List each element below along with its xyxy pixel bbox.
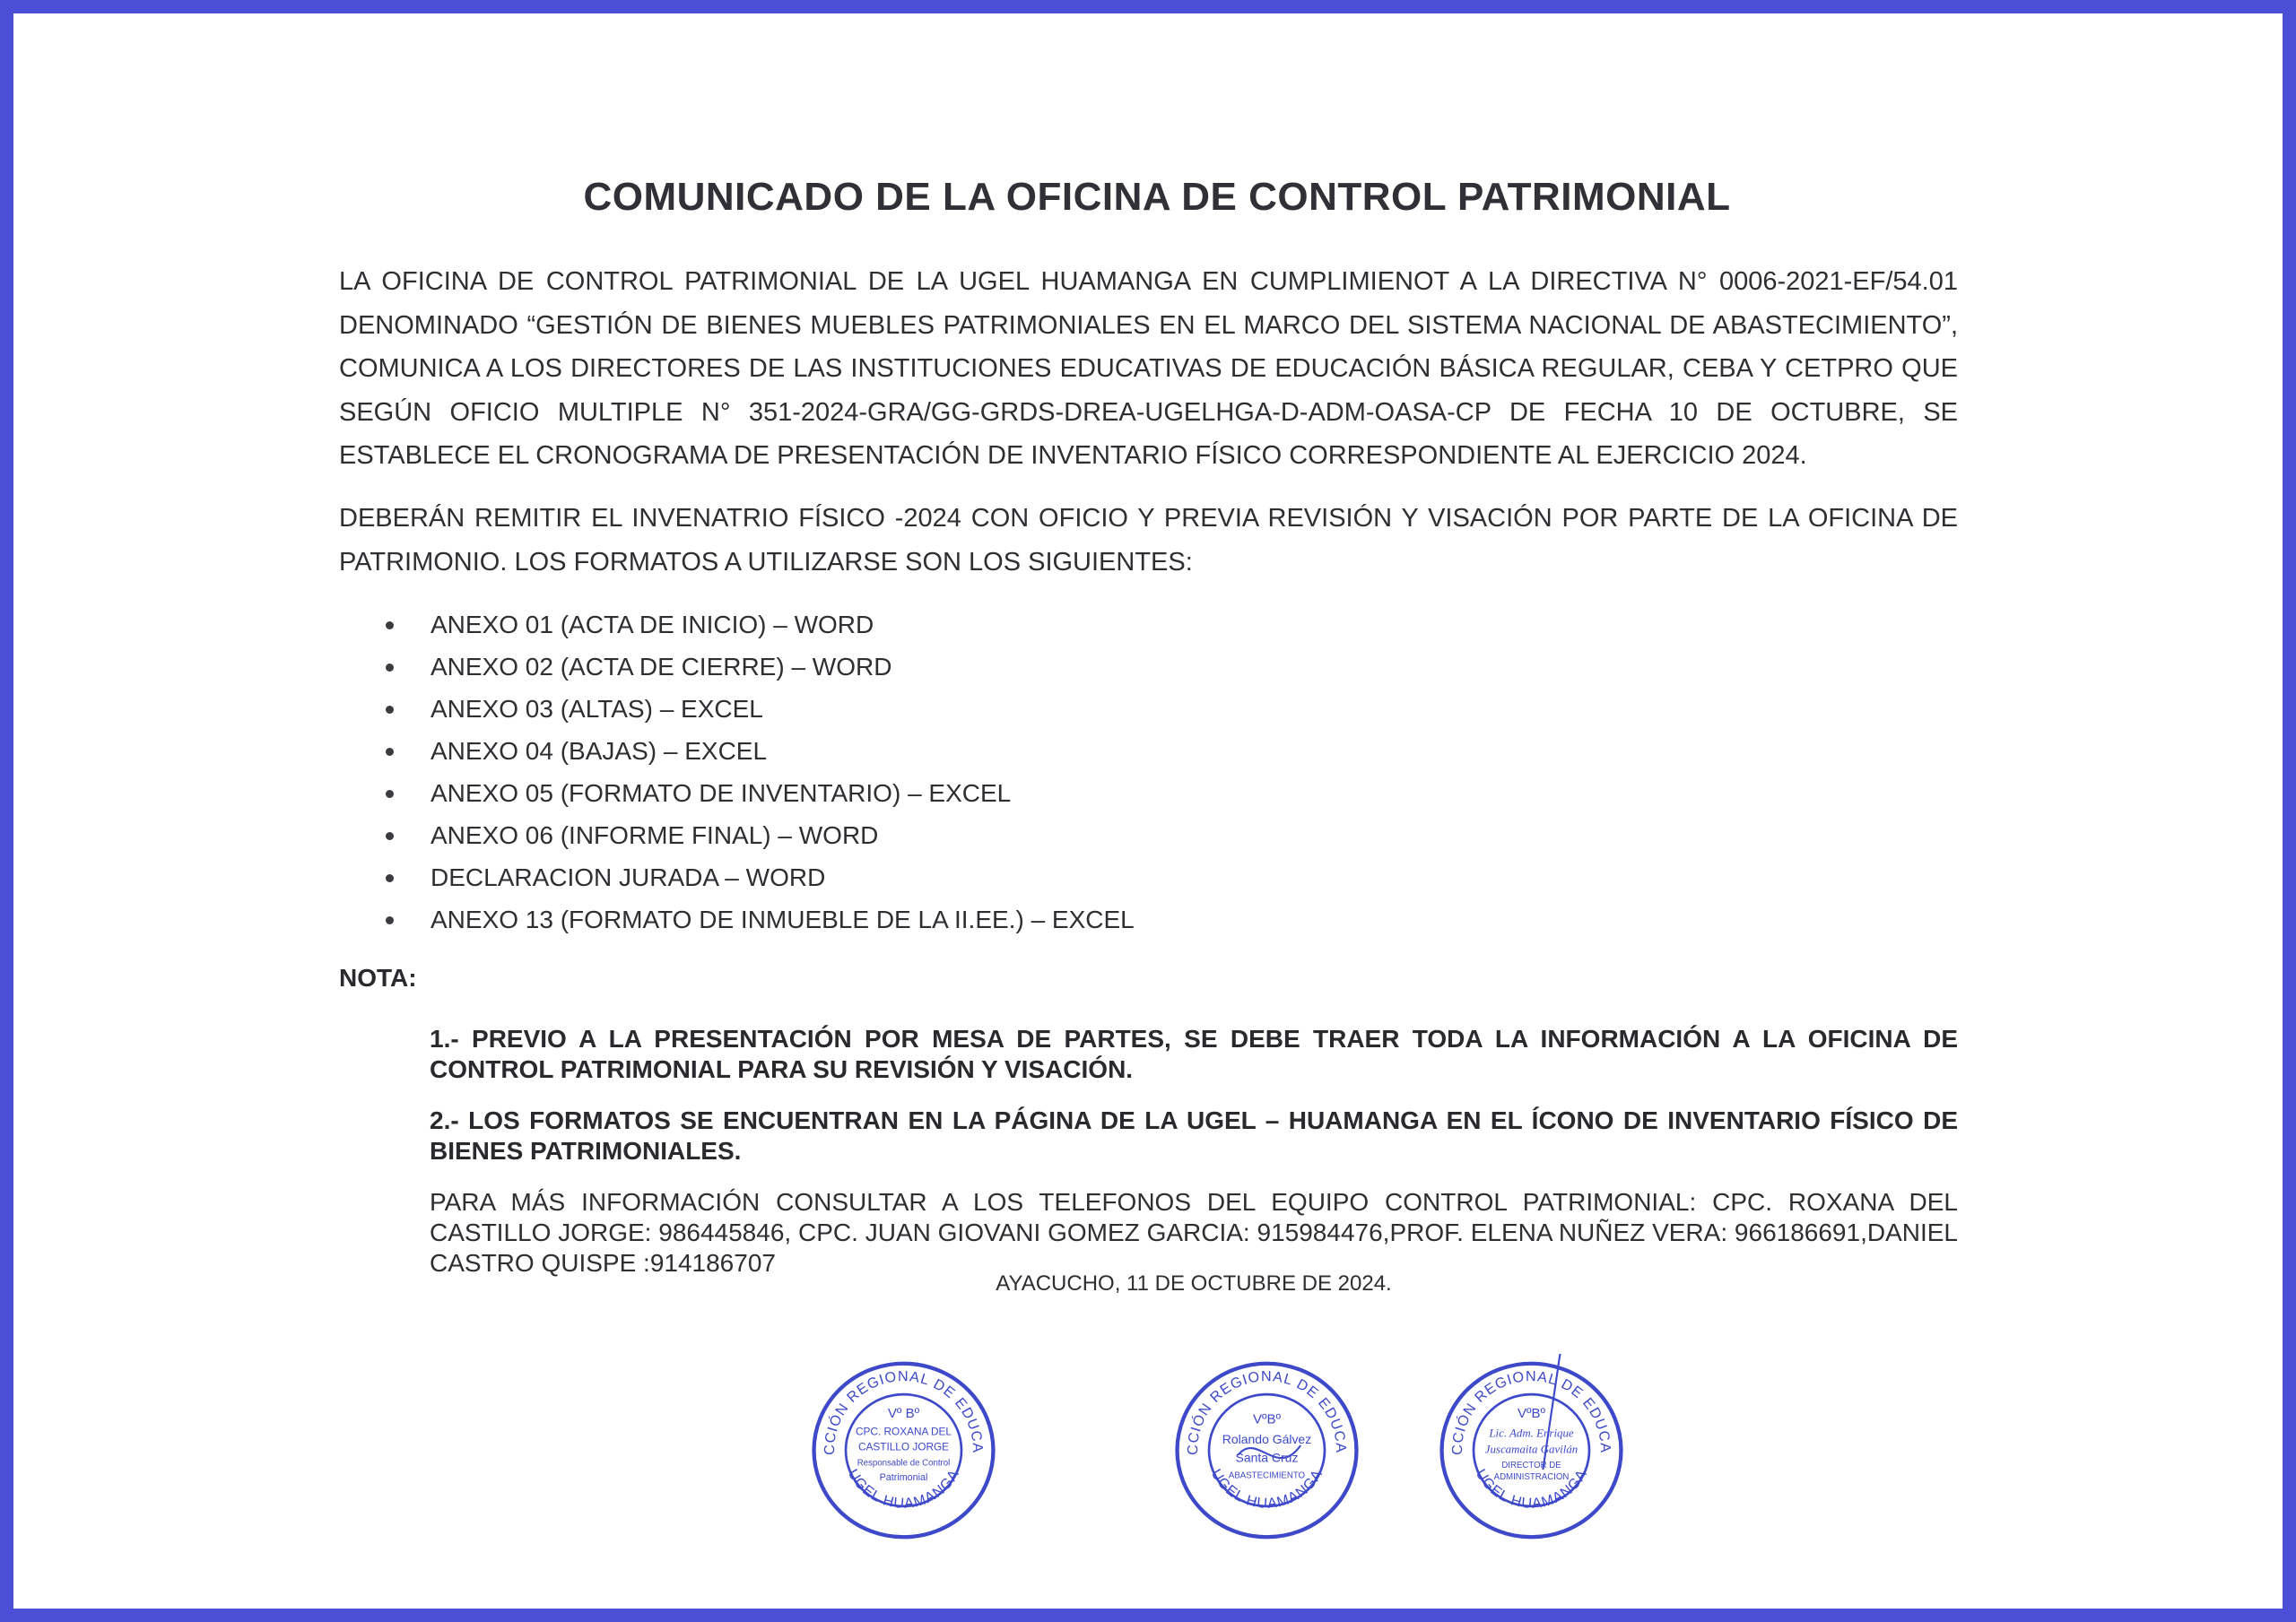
stamp-ring-bottom: UGEL HUAMANGA xyxy=(844,1466,963,1512)
stamp-ring-bottom: UGEL HUAMANGA xyxy=(1472,1466,1591,1512)
seal-icon xyxy=(807,1354,1000,1547)
annex-label: ANEXO 01 (ACTA DE INICIO) – WORD xyxy=(430,611,874,638)
bullet-icon xyxy=(386,748,394,756)
bullet-icon xyxy=(386,874,394,882)
stamp-line: CPC. ROXANA DEL xyxy=(856,1425,952,1438)
stamp-line: Rolando Gálvez xyxy=(1222,1431,1312,1446)
stamp-line: CASTILLO JORGE xyxy=(857,1440,950,1453)
stamp-ring-top: CCIÓN REGIONAL DE EDUCA xyxy=(1185,1368,1350,1455)
bullet-icon xyxy=(386,706,394,714)
stamp-line: Juscamaita Gavilán xyxy=(1484,1443,1578,1456)
stamp-line: VºBº xyxy=(1517,1405,1546,1421)
annex-label: ANEXO 03 (ALTAS) – EXCEL xyxy=(430,695,763,723)
stamp-line: Vº Bº xyxy=(887,1405,920,1421)
bullet-icon xyxy=(386,664,394,672)
annex-label: DECLARACION JURADA – WORD xyxy=(430,863,826,891)
intro-paragraph: LA OFICINA DE CONTROL PATRIMONIAL DE LA UGEL HUAMANGA EN CUMPLIMIENOT A LA DIRECTIVA N° 0006-2021-EF/54.01 DENOMINADO “GESTIÓN DE BIENES MUEBLES PATRIMONIALES EN EL MARCO DEL SISTEMA NACIONAL DE ABASTECIMIENTO”, COMUNICA A LOS DIRECTORES DE LAS INSTITUCIONES EDUCATIVAS DE EDUCACIÓN BÁSICA REGULAR, CEBA Y CETPRO QUE SEGÚN OFICIO MULTIPLE N° 351-2024-GRA/GG-GRDS-DREA-UGELHGA-D-ADM-OASA-CP DE FECHA 10 DE OCTUBRE, SE ESTABLECE EL CRONOGRAMA DE PRESENTACIÓN DE INVENTARIO FÍSICO CORRESPONDIENTE AL EJERCICIO 2024. xyxy=(339,267,1958,470)
annex-label: ANEXO 04 (BAJAS) – EXCEL xyxy=(430,737,768,765)
annex-label: ANEXO 13 (FORMATO DE INMUEBLE DE LA II.EE.) – EXCEL xyxy=(430,906,1135,933)
instruction-paragraph: DEBERÁN REMITIR EL INVENATRIO FÍSICO -2024 CON OFICIO Y PREVIA REVISIÓN Y VISACIÓN POR PARTE DE LA OFICINA DE PATRIMONIO. LOS FORMATOS A UTILIZARSE SON LOS SIGUIENTES: xyxy=(339,504,1958,577)
list-item xyxy=(386,898,1135,941)
contact-info: PARA MÁS INFORMACIÓN CONSULTAR A LOS TELEFONOS DEL EQUIPO CONTROL PATRIMONIAL: CPC. ROXANA DEL CASTILLO JORGE: 986445846, CPC. JUAN GIOVANI GOMEZ GARCIA: 915984476,PROF. ELENA NUÑEZ VERA: 966186691,DANIEL CASTRO QUISPE :914186707 xyxy=(430,1188,1958,1277)
list-item xyxy=(386,730,1135,772)
stamp-line: ABASTECIMIENTO xyxy=(1228,1470,1306,1481)
note-2: 2.- LOS FORMATOS SE ENCUENTRAN EN LA PÁGINA DE LA UGEL – HUAMANGA EN EL ÍCONO DE INVENTARIO FÍSICO DE BIENES PATRIMONIALES. xyxy=(430,1106,1958,1165)
stamp-line: DIRECTOR DE xyxy=(1501,1460,1561,1470)
bullet-icon xyxy=(386,916,394,924)
list-item xyxy=(386,646,1135,688)
stamp-ring-top: CCIÓN REGIONAL DE EDUCA xyxy=(1449,1368,1614,1455)
stamp-abastecimiento xyxy=(1170,1354,1363,1547)
list-item xyxy=(386,603,1135,646)
list-item xyxy=(386,688,1135,730)
annex-label: ANEXO 02 (ACTA DE CIERRE) – WORD xyxy=(430,653,892,681)
svg-text:DIRECCIÓN REGIONAL DE EDUCACIÓ xyxy=(1435,1354,1613,1455)
annex-label: ANEXO 06 (INFORME FINAL) – WORD xyxy=(430,821,879,849)
note-1: 1.- PREVIO A LA PRESENTACIÓN POR MESA DE PARTES, SE DEBE TRAER TODA LA INFORMACIÓN A LA OFICINA DE CONTROL PATRIMONIAL PARA SU REVISIÓN Y VISACIÓN. xyxy=(430,1025,1958,1083)
stamp-ring-top: CCIÓN REGIONAL DE EDUCA xyxy=(822,1368,987,1455)
stamp-line: Santa Cruz xyxy=(1235,1450,1299,1465)
stamp-administracion xyxy=(1435,1354,1628,1547)
dateline: AYACUCHO, 11 DE OCTUBRE DE 2024. xyxy=(996,1271,1392,1296)
annex-label: ANEXO 05 (FORMATO DE INVENTARIO) – EXCEL xyxy=(430,779,1012,807)
list-item xyxy=(386,772,1135,814)
stamp-line: Patrimonial xyxy=(879,1471,928,1483)
stamp-ring-bottom: UGEL HUAMANGA xyxy=(1207,1466,1326,1512)
stamp-line: ADMINISTRACION xyxy=(1493,1471,1570,1482)
nota-heading: NOTA: xyxy=(339,964,417,992)
stamp-line: Lic. Adm. Enrique xyxy=(1489,1427,1574,1440)
stamp-line: VºBº xyxy=(1252,1411,1282,1427)
bullet-icon xyxy=(386,621,394,629)
stamp-control-patrimonial xyxy=(807,1354,1000,1547)
document-title: COMUNICADO DE LA OFICINA DE CONTROL PATRIMONIAL xyxy=(583,175,1731,219)
list-item xyxy=(386,856,1135,898)
bullet-icon xyxy=(386,832,394,840)
seal-icon xyxy=(1435,1354,1628,1547)
list-item xyxy=(386,814,1135,856)
annex-list xyxy=(386,603,1135,941)
stamp-line: Responsable de Control xyxy=(857,1458,951,1469)
seal-icon xyxy=(1170,1354,1363,1547)
bullet-icon xyxy=(386,790,394,798)
